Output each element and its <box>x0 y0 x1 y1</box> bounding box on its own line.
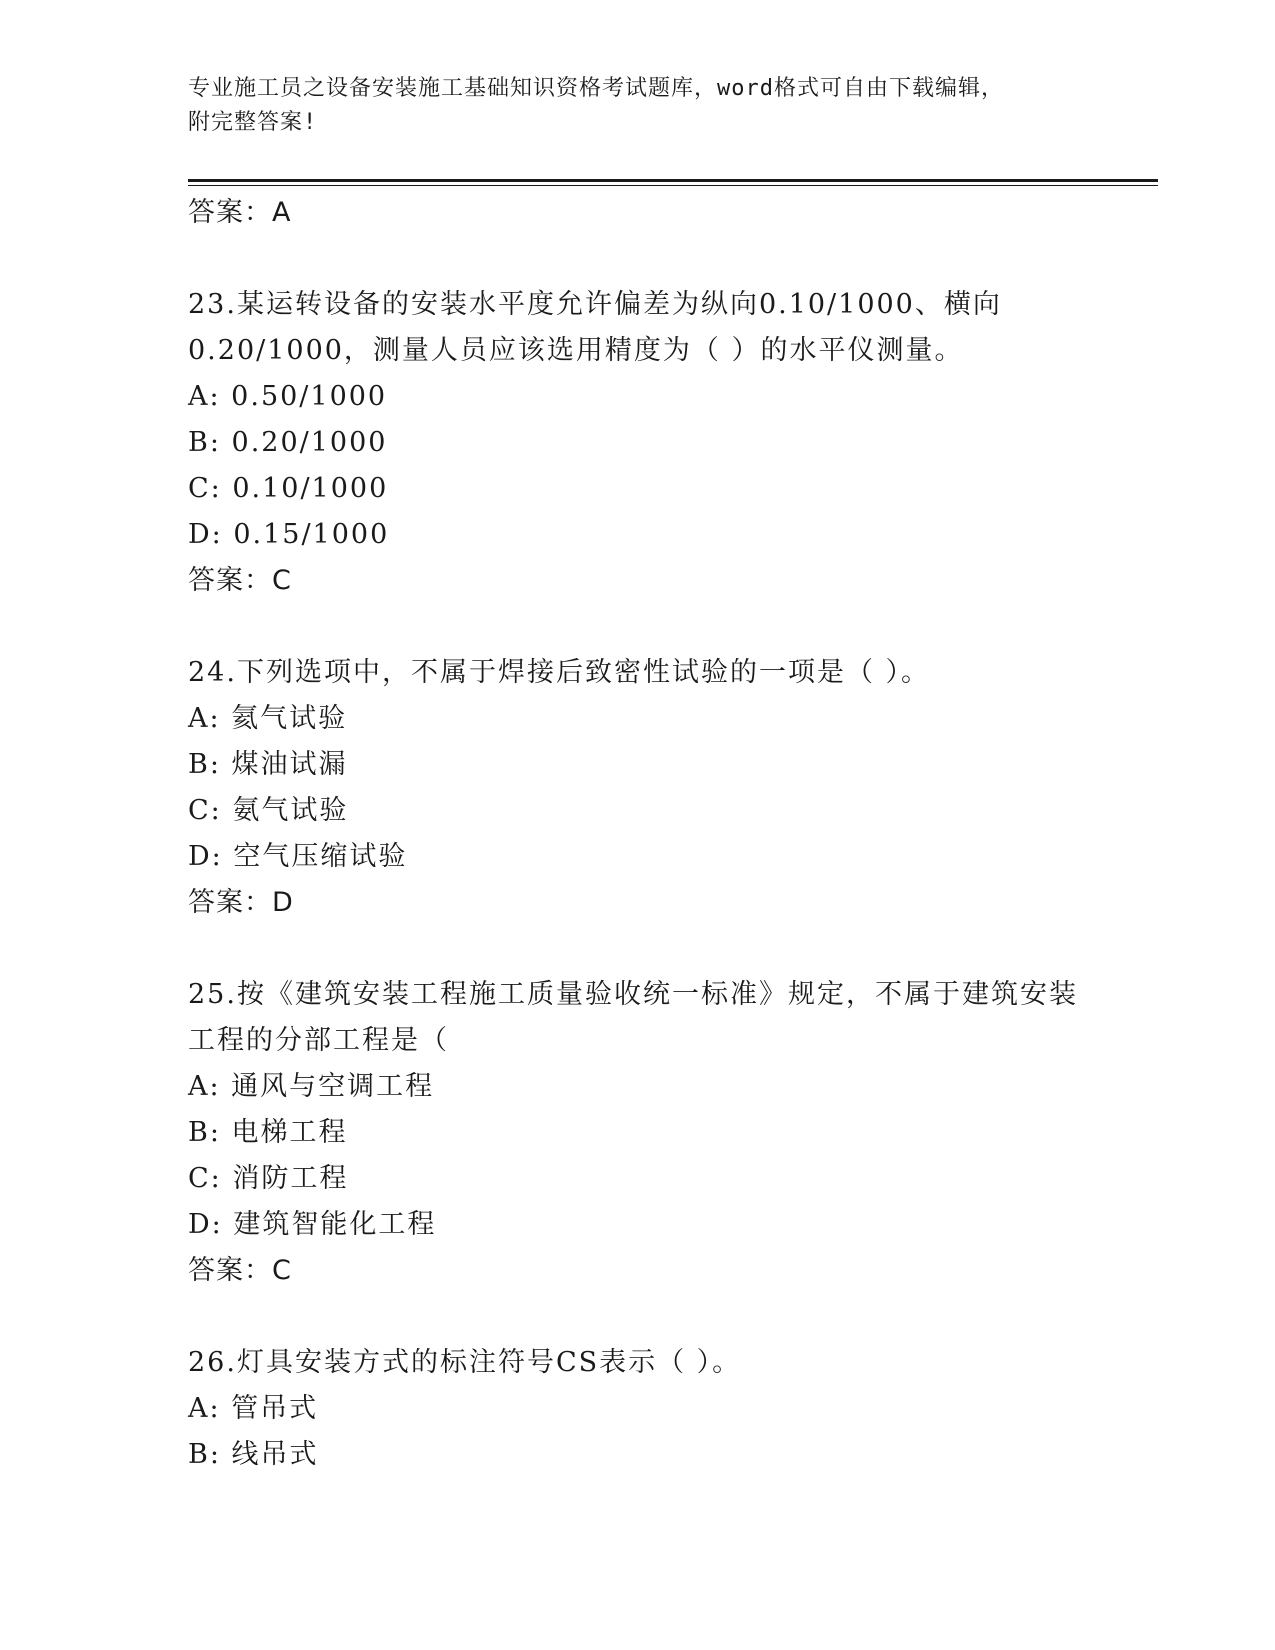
answer: 答案：C <box>188 565 292 596</box>
question-stem-line: 23.某运转设备的安装水平度允许偏差为纵向0.10/1000、横向 <box>188 289 1002 320</box>
question-25 <box>188 972 1108 1294</box>
option-a: A: 氦气试验 <box>188 703 348 734</box>
option-c: C: 0.10/1000 <box>188 473 389 504</box>
option-a: A: 通风与空调工程 <box>188 1071 435 1102</box>
option-d: D: 空气压缩试验 <box>188 841 408 872</box>
option-b: B: 煤油试漏 <box>188 749 348 780</box>
option-d: D: 0.15/1000 <box>188 519 390 550</box>
option-b: B: 0.20/1000 <box>188 427 388 458</box>
spacer <box>188 1294 1108 1340</box>
option-d: D: 建筑智能化工程 <box>188 1209 437 1240</box>
answer: 答案：C <box>188 1255 292 1286</box>
option-b: B: 线吊式 <box>188 1439 319 1470</box>
question-26 <box>188 1340 1108 1478</box>
option-a: A: 0.50/1000 <box>188 381 388 412</box>
question-stem-line: 工程的分部工程是（ <box>188 1025 449 1056</box>
document-header <box>188 72 1088 140</box>
question-23 <box>188 282 1108 604</box>
question-stem-line: 26.灯具安装方式的标注符号CS表示（ ）。 <box>188 1347 742 1378</box>
question-stem-line: 24.下列选项中，不属于焊接后致密性试验的一项是（ ）。 <box>188 657 931 688</box>
option-b: B: 电梯工程 <box>188 1117 348 1148</box>
spacer <box>188 926 1108 972</box>
previous-answer: 答案：A <box>188 197 292 228</box>
question-stem-line: 0.20/1000，测量人员应该选用精度为（ ）的水平仪测量。 <box>188 335 964 366</box>
header-line-2: 附完整答案! <box>188 110 318 135</box>
header-line-1: 专业施工员之设备安装施工基础知识资格考试题库，word格式可自由下载编辑， <box>188 76 1004 101</box>
answer: 答案：D <box>188 887 294 918</box>
header-divider <box>188 179 1158 182</box>
spacer <box>188 236 1108 282</box>
option-a: A: 管吊式 <box>188 1393 319 1424</box>
spacer <box>188 604 1108 650</box>
option-c: C: 消防工程 <box>188 1163 349 1194</box>
question-list <box>188 190 1108 1478</box>
option-c: C: 氨气试验 <box>188 795 349 826</box>
header-divider-thin <box>188 185 1158 186</box>
question-24 <box>188 650 1108 926</box>
question-stem-line: 25.按《建筑安装工程施工质量验收统一标准》规定，不属于建筑安装 <box>188 979 1078 1010</box>
